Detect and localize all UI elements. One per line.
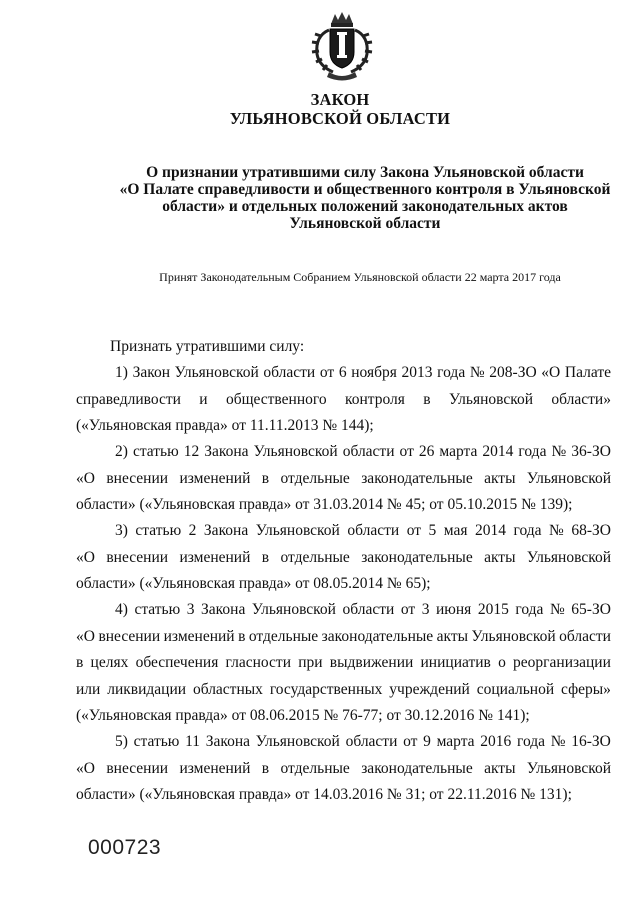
- item-line: [76, 439, 611, 466]
- item-word: выдвижении: [329, 654, 414, 671]
- item-word: о: [498, 654, 506, 671]
- item-word: справедливости: [76, 390, 181, 408]
- item-word: («Ульяновская правда» от 11.11.2013 № 144);: [76, 417, 374, 434]
- item-word: в: [261, 759, 270, 777]
- item-word: реорганизации: [513, 654, 611, 671]
- item-word: Ульяновской: [526, 548, 611, 566]
- item-word: статью: [135, 522, 182, 539]
- item-word: сферы»: [561, 680, 611, 698]
- item-word: обеспечения: [135, 654, 219, 671]
- item-word: мая: [443, 522, 468, 539]
- item-word: учреждений: [389, 680, 470, 698]
- adoption-note: Принят Законодательным Собранием Ульяновской области 22 марта 2017 года: [159, 270, 561, 284]
- item-line: [76, 677, 611, 704]
- item-word: при: [298, 654, 323, 671]
- item-line: [76, 413, 611, 440]
- item-word: гласности: [225, 654, 291, 671]
- item-word: 2014: [474, 522, 506, 539]
- item-word: области: [347, 522, 400, 539]
- item-word: статью: [134, 601, 181, 618]
- item-word: 68-ЗО: [571, 522, 611, 539]
- item-word: области» («Ульяновская правда» от 08.05.2014 № 65);: [76, 575, 431, 592]
- item-word: акты: [484, 759, 516, 777]
- item-word: отдельные: [280, 759, 350, 777]
- item-word: инициатив: [420, 654, 491, 671]
- item-word: акты: [484, 548, 516, 566]
- item-word: Ульяновской: [255, 733, 340, 750]
- item-word: ноября: [351, 364, 397, 381]
- subject-line: Ульяновской области: [289, 215, 441, 232]
- item-word: или: [76, 680, 101, 698]
- item-word: Ульяновской: [526, 759, 611, 777]
- item-word: изменений: [163, 627, 235, 645]
- item-line: [76, 624, 611, 651]
- item-line: [76, 729, 611, 756]
- item-word: Закона: [201, 601, 246, 618]
- item-word: от: [403, 733, 418, 750]
- item-word: области: [342, 601, 395, 618]
- item-word: марта: [439, 443, 478, 460]
- item-word: в: [261, 548, 270, 566]
- item-word: года: [437, 364, 466, 381]
- item-word: ликвидации: [107, 680, 187, 698]
- item-line: [76, 518, 611, 545]
- item-word: «О: [76, 627, 95, 645]
- item-word: изменений: [179, 759, 251, 777]
- item-word: области» («Ульяновская правда» от 14.03.2016 № 31; от 22.11.2016 № 131);: [76, 786, 572, 803]
- item-word: от: [319, 364, 335, 381]
- item-word: («Ульяновская правда» от 08.06.2015 № 76-77; от 30.12.2016 № 141);: [76, 707, 530, 724]
- item-word: 2014: [482, 443, 514, 460]
- item-word: июня: [436, 601, 472, 618]
- item-line: [76, 756, 611, 783]
- item-word: области»: [551, 390, 611, 408]
- item-word: внесении: [106, 759, 169, 777]
- item-line: [76, 571, 611, 598]
- item-word: законодательные: [321, 627, 434, 645]
- repealed-item: [76, 518, 611, 598]
- repealed-item: [76, 597, 611, 730]
- item-word: в: [238, 627, 246, 645]
- item-word: от: [406, 522, 422, 539]
- item-word: области: [263, 364, 316, 381]
- law-title-line1: ЗАКОН: [310, 90, 370, 109]
- subject-line: О признании утратившими силу Закона Ульяновской области: [146, 164, 584, 181]
- item-word: в: [423, 390, 431, 408]
- item-word: Закона: [205, 733, 251, 750]
- item-word: области» («Ульяновская правда» от 31.03.2014 № 45; от 05.10.2015 № 139);: [76, 496, 573, 513]
- item-word: 5: [428, 522, 437, 539]
- item-word: Ульяновской: [471, 627, 556, 645]
- item-word: года: [513, 522, 542, 539]
- item-word: от: [400, 601, 416, 618]
- item-word: области: [345, 733, 398, 750]
- item-word: Ульяновской: [448, 390, 534, 408]
- item-word: внесении: [98, 627, 161, 645]
- item-line: [76, 360, 611, 387]
- intro-paragraph: Признать утратившими силу:: [110, 338, 305, 355]
- item-word: 2015: [477, 601, 509, 618]
- item-word: акты: [484, 469, 516, 487]
- item-word: внесении: [106, 469, 169, 487]
- item-word: 26: [418, 443, 435, 460]
- item-word: в: [76, 654, 84, 671]
- item-word: 16-ЗО: [571, 733, 611, 750]
- item-line: [76, 703, 611, 730]
- item-word: государственных: [269, 680, 383, 698]
- subject-line: области» и отдельных положений законодательных актов: [162, 198, 568, 215]
- repealed-item: [76, 360, 611, 440]
- item-word: изменений: [179, 548, 251, 566]
- item-word: Ульяновской: [251, 601, 336, 618]
- item-line: [76, 597, 611, 624]
- item-word: от: [399, 443, 414, 460]
- item-word: «О: [76, 548, 95, 566]
- item-word: 12: [183, 443, 200, 460]
- item-word: №: [469, 364, 485, 381]
- item-word: №: [549, 601, 565, 618]
- item-word: изменений: [179, 469, 251, 487]
- item-word: статью: [133, 733, 180, 750]
- item-word: №: [549, 522, 564, 539]
- item-word: «О: [76, 469, 95, 487]
- item-line: [76, 545, 611, 572]
- item-word: 3): [115, 522, 128, 539]
- item-line: [76, 466, 611, 493]
- item-word: №: [551, 443, 567, 460]
- law-subject: [95, 164, 635, 232]
- item-word: 2): [115, 443, 128, 460]
- item-line: [76, 782, 611, 809]
- item-word: области: [559, 627, 611, 645]
- item-word: 2: [188, 522, 197, 539]
- stamp-number: 000723: [88, 836, 162, 859]
- item-word: отдельные: [248, 627, 319, 645]
- item-word: Палате: [564, 364, 611, 381]
- item-word: Закон: [132, 364, 170, 381]
- item-line: [76, 492, 611, 519]
- item-word: марта: [436, 733, 475, 750]
- item-word: 1): [115, 364, 128, 381]
- law-title-line2: УЛЬЯНОВСКОЙ ОБЛАСТИ: [229, 109, 451, 128]
- repealed-item: [76, 729, 611, 809]
- item-word: социальной: [476, 680, 555, 698]
- item-word: 2013: [401, 364, 433, 381]
- item-word: 11: [185, 733, 201, 750]
- item-word: «О: [76, 759, 95, 777]
- item-word: целях: [90, 654, 129, 671]
- item-word: 9: [423, 733, 431, 750]
- item-word: внесении: [106, 548, 169, 566]
- item-word: общественного: [225, 390, 327, 408]
- item-word: 208-ЗО: [489, 364, 537, 381]
- item-word: года: [518, 443, 547, 460]
- item-word: Закона: [203, 522, 249, 539]
- coat-of-arms-icon: [309, 10, 375, 82]
- item-word: Ульяновской: [253, 443, 338, 460]
- item-word: 36-ЗО: [571, 443, 611, 460]
- item-word: 6: [338, 364, 347, 381]
- item-word: отдельные: [280, 548, 350, 566]
- item-word: года: [516, 733, 546, 750]
- item-word: законодательные: [361, 759, 473, 777]
- item-word: законодательные: [361, 548, 473, 566]
- item-word: статью: [132, 443, 179, 460]
- item-word: 4): [115, 601, 128, 618]
- item-word: 2016: [480, 733, 512, 750]
- item-word: 65-ЗО: [571, 601, 611, 618]
- item-word: №: [550, 733, 566, 750]
- item-word: 5): [115, 733, 128, 750]
- item-word: 3: [186, 601, 195, 618]
- repealed-item: [76, 439, 611, 519]
- item-line: [76, 387, 611, 414]
- item-word: и: [199, 390, 208, 408]
- item-word: контроля: [344, 390, 405, 408]
- item-word: года: [515, 601, 544, 618]
- item-word: в: [261, 469, 270, 487]
- item-word: 3: [421, 601, 430, 618]
- item-line: [76, 650, 611, 677]
- subject-line: «О Палате справедливости и общественного контроля в Ульяновской: [119, 181, 611, 198]
- item-word: отдельные: [280, 469, 350, 487]
- item-word: областных: [192, 680, 263, 698]
- item-word: «О: [541, 364, 561, 381]
- item-word: законодательные: [361, 469, 473, 487]
- item-word: Ульяновской: [526, 469, 611, 487]
- item-word: Закона: [204, 443, 249, 460]
- item-word: области: [342, 443, 395, 460]
- item-word: акты: [436, 627, 469, 645]
- item-word: Ульяновской: [255, 522, 340, 539]
- item-word: Ульяновской: [174, 364, 259, 381]
